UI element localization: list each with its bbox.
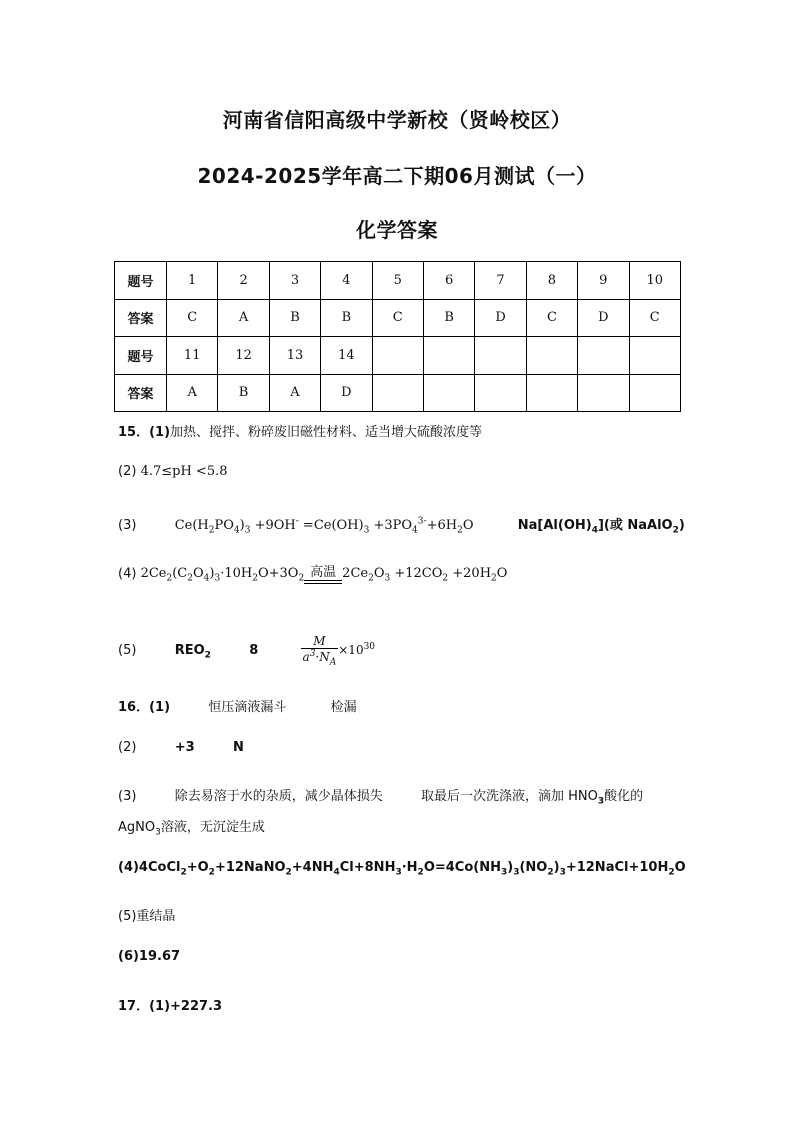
row-label-answer: 答案 (115, 299, 167, 337)
table-cell (578, 374, 629, 412)
table-cell (423, 337, 474, 375)
table-cell: C (629, 299, 680, 337)
table-row (115, 262, 681, 300)
q16-part2-answer-a: +3 (174, 740, 195, 755)
table-cell: 6 (423, 262, 474, 300)
table-cell: A (218, 299, 269, 337)
table-cell: D (578, 299, 629, 337)
q16-part1 (118, 696, 357, 715)
table-row (115, 337, 681, 375)
table-cell: D (321, 374, 372, 412)
reaction-condition: 高温 (304, 566, 342, 584)
q15-part4 (118, 566, 507, 584)
table-cell (629, 374, 680, 412)
exam-title: 2024-2025学年高二下期06月测试（一） (197, 164, 597, 188)
table-cell: 5 (372, 262, 423, 300)
table-cell: 11 (167, 337, 218, 375)
q17-part1: 17．(1)+227.3 (118, 999, 223, 1014)
table-row (115, 299, 681, 337)
q15-part5-answer-a: $REO_2$ (174, 643, 211, 661)
table-cell (475, 374, 526, 412)
answer-table (114, 261, 681, 412)
table-cell: D (475, 299, 526, 337)
table-cell: C (167, 299, 218, 337)
table-cell (372, 337, 423, 375)
q15-part3-equation: $Ce(H_2PO_4)_3 +9OH^- =Ce(OH)_3 +3PO_4^{3-}+6H_2O$ (174, 516, 474, 536)
q15-part1-text: 加热、搅拌、粉碎废旧磁性材料、适当增大硫酸浓度等 (170, 425, 483, 440)
q16-part3-number: (3) (118, 789, 137, 804)
table-cell: 14 (321, 337, 372, 375)
q16-part3 (118, 785, 643, 807)
table-cell (423, 374, 474, 412)
q15-part1 (118, 421, 482, 440)
q16-part1-number: 16．(1) (118, 700, 171, 715)
q15-part2-number: (2) (118, 464, 137, 479)
q15-part2 (118, 464, 228, 479)
q15-part5-answer-b: 8 (249, 643, 259, 659)
school-title: 河南省信阳高级中学新校（贤岭校区） (222, 108, 572, 132)
q16-part3-answer-a: 除去易溶于水的杂质，减少晶体损失 (174, 789, 383, 804)
table-cell (526, 374, 577, 412)
q16-part2-number: (2) (118, 740, 137, 755)
table-cell (578, 337, 629, 375)
table-cell: B (269, 299, 320, 337)
table-cell: C (526, 299, 577, 337)
table-cell (475, 337, 526, 375)
table-cell: 1 (167, 262, 218, 300)
q16-part3-answer-c: AgNO$_3$溶液，无沉淀生成 (118, 820, 265, 838)
q15-part3-alternative: $Na[Al(OH)_4]$(或 NaAlO$_2$) (517, 518, 685, 536)
q16-part3-continued (118, 816, 265, 838)
table-cell: 3 (269, 262, 320, 300)
q15-part1-number: 15．(1) (118, 425, 171, 440)
table-cell: A (167, 374, 218, 412)
q15-part4-number: (4) (118, 566, 137, 582)
table-cell: B (321, 299, 372, 337)
subject-title: 化学答案 (356, 218, 438, 242)
table-cell: B (423, 299, 474, 337)
q15-part3 (118, 514, 685, 536)
table-cell: 10 (629, 262, 680, 300)
q16-part4: $(4)4CoCl_2+O_2+12NaNO_2+4NH_4Cl+8NH_3\cdot H_2O=4Co(NH_3)_3(NO_2)_3+12NaCl+10H_2O$ (118, 860, 686, 878)
density-fraction: $\frac{M}{a^3\cdot N_A}$ (302, 634, 337, 668)
row-label-question: 题号 (115, 337, 167, 375)
q15-part4-equation: $2Ce_2(C_2O_4)_3\cdot 10H_2O+3O_2$ 高温 $2Ce_2O_3 +12CO_2 +20H_2O$ (140, 565, 508, 584)
table-cell (372, 374, 423, 412)
q16-part2-answer-b: N (232, 740, 244, 755)
q15-part2-answer: 4.7≤pH <5.8 (140, 464, 228, 479)
density-multiplier: $\times 10^{30}$ (338, 642, 376, 658)
table-cell: 4 (321, 262, 372, 300)
table-cell: A (269, 374, 320, 412)
table-cell (629, 337, 680, 375)
q16-part6: (6)19.67 (118, 949, 181, 964)
table-cell: B (218, 374, 269, 412)
q15-part5-number: (5) (118, 643, 137, 659)
row-label-question: 题号 (115, 262, 167, 300)
q16-part3-answer-b: 取最后一次洗涤液，滴加 $HNO_3$酸化的 (421, 789, 644, 807)
table-cell (526, 337, 577, 375)
q16-part1-answer-b: 检漏 (330, 700, 357, 715)
q16-part5: (5)重结晶 (118, 909, 176, 924)
row-label-answer: 答案 (115, 374, 167, 412)
q15-part3-number: (3) (118, 518, 137, 533)
table-cell: 7 (475, 262, 526, 300)
table-cell: 13 (269, 337, 320, 375)
q16-part2 (118, 740, 244, 755)
table-cell: 12 (218, 337, 269, 375)
q15-part5 (118, 634, 375, 667)
table-cell: 9 (578, 262, 629, 300)
table-cell: 2 (218, 262, 269, 300)
q16-part1-answer-a: 恒压滴液漏斗 (208, 700, 287, 715)
table-row (115, 374, 681, 412)
table-cell: C (372, 299, 423, 337)
table-cell: 8 (526, 262, 577, 300)
